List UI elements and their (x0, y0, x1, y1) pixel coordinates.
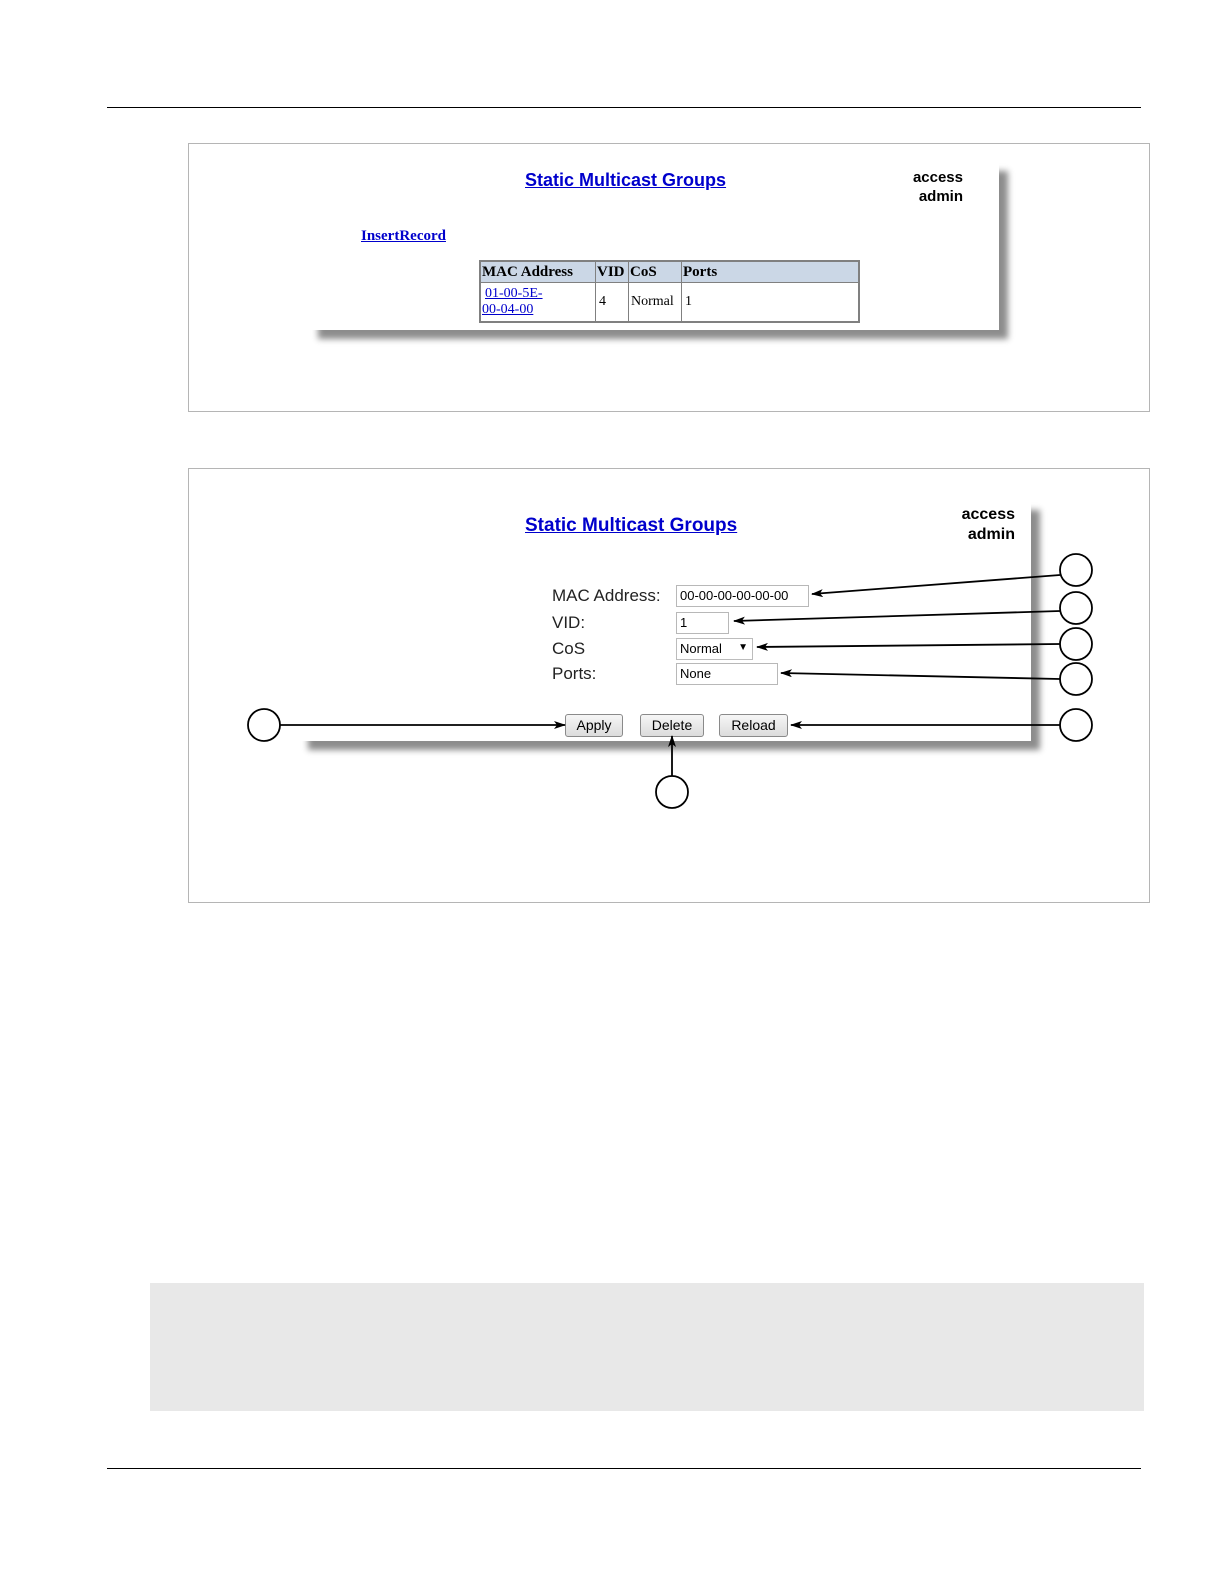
screenshot-panel (309, 162, 999, 330)
access-label: access (912, 169, 963, 186)
page-title[interactable]: Static Multicast Groups (525, 515, 738, 536)
table-row (480, 283, 859, 323)
callout-delete (656, 736, 688, 808)
vid-label: VID: (552, 613, 586, 632)
page-title[interactable]: Static Multicast Groups (525, 170, 727, 190)
cell-vid: 4 (596, 283, 629, 323)
callout-apply (248, 709, 565, 741)
callout-cos (757, 628, 1092, 660)
figure-static-multicast-table (188, 143, 1150, 412)
header-mac-address: MAC Address (480, 261, 596, 283)
table-header-row (480, 261, 859, 283)
callout-ports (781, 663, 1092, 695)
ports-label: Ports: (552, 664, 597, 683)
cos-label: CoS (552, 639, 586, 658)
footer-rule (107, 1468, 1141, 1469)
insert-record-link[interactable]: InsertRecord (361, 228, 446, 244)
mac-address-label: MAC Address: (552, 586, 661, 605)
note-box (150, 1283, 1144, 1411)
chevron-down-icon: ▼ (738, 642, 748, 653)
header-cos: CoS (629, 261, 682, 283)
vid-input[interactable]: 1 (676, 612, 729, 634)
apply-button[interactable]: Apply (565, 714, 623, 737)
delete-button[interactable]: Delete (640, 714, 704, 737)
callout-reload (791, 709, 1092, 741)
cell-mac-address (480, 283, 596, 323)
header-vid: VID (596, 261, 629, 283)
mac-address-input[interactable]: 00-00-00-00-00-00 (676, 585, 809, 607)
header-rule (107, 107, 1141, 108)
callout-vid (734, 592, 1092, 624)
access-label: access (961, 506, 1015, 523)
callout-mac-address (812, 554, 1092, 594)
cell-ports: 1 (682, 283, 860, 323)
reload-button[interactable]: Reload (719, 714, 788, 737)
multicast-groups-table (479, 260, 860, 323)
user-label: admin (918, 188, 963, 205)
callout-overlay (189, 469, 1151, 904)
mac-address-link[interactable]: 01-00-5E- 00-04-00 (482, 286, 543, 317)
user-label: admin (967, 526, 1015, 543)
cell-cos: Normal (629, 283, 682, 323)
header-ports: Ports (682, 261, 860, 283)
figure-static-multicast-form (188, 468, 1150, 903)
cos-selected-value: Normal (680, 641, 722, 656)
ports-input[interactable]: None (676, 663, 778, 685)
access-info (899, 168, 963, 206)
